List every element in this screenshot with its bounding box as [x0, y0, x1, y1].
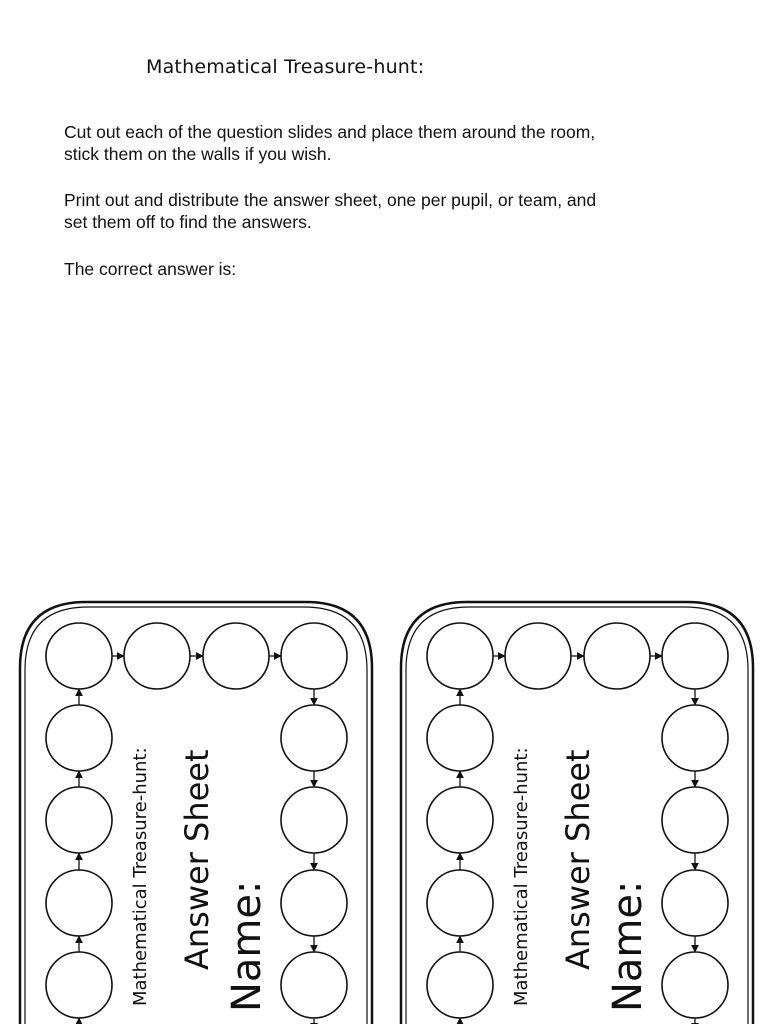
page-title: Mathematical Treasure-hunt:: [146, 56, 425, 78]
answer-circle[interactable]: [46, 870, 112, 936]
instructions-line: set them off to find the answers.: [64, 212, 312, 232]
answer-circle[interactable]: [662, 952, 728, 1018]
instructions-line: Print out and distribute the answer sheet, one per pupil, or team, and: [64, 190, 597, 210]
answer-circle[interactable]: [46, 787, 112, 853]
answer-circle[interactable]: [662, 870, 728, 936]
answer-circle[interactable]: [46, 705, 112, 771]
answer-circle[interactable]: [281, 623, 347, 689]
sheet-heading: Answer Sheet: [178, 749, 216, 970]
answer-circle[interactable]: [427, 623, 493, 689]
answer-circle[interactable]: [124, 623, 190, 689]
answer-circle[interactable]: [662, 705, 728, 771]
sheet-subtitle: Mathematical Treasure-hunt:: [511, 747, 532, 1006]
answer-circle[interactable]: [662, 787, 728, 853]
answer-circle[interactable]: [281, 787, 347, 853]
name-label: Name:: [605, 880, 651, 1012]
instructions-line: Cut out each of the question slides and place them around the room,: [64, 122, 596, 142]
answer-circle[interactable]: [427, 952, 493, 1018]
sheet-heading: Answer Sheet: [559, 749, 597, 970]
answer-sheet-card-1: [20, 602, 372, 1024]
answer-circle[interactable]: [46, 952, 112, 1018]
answer-circle[interactable]: [281, 705, 347, 771]
answer-circle[interactable]: [427, 787, 493, 853]
answer-circle[interactable]: [281, 870, 347, 936]
answer-circle[interactable]: [427, 870, 493, 936]
answer-circle[interactable]: [427, 705, 493, 771]
answer-circle[interactable]: [505, 623, 571, 689]
answer-circle[interactable]: [46, 623, 112, 689]
answer-circle[interactable]: [203, 623, 269, 689]
correct-answer-label: The correct answer is:: [64, 259, 237, 279]
instructions-line: stick them on the walls if you wish.: [64, 144, 332, 164]
answer-sheet-card-2: [401, 602, 753, 1024]
answer-circle[interactable]: [584, 623, 650, 689]
answer-circle[interactable]: [281, 952, 347, 1018]
sheet-subtitle: Mathematical Treasure-hunt:: [130, 747, 151, 1006]
answer-circle[interactable]: [662, 623, 728, 689]
name-label: Name:: [224, 880, 270, 1012]
